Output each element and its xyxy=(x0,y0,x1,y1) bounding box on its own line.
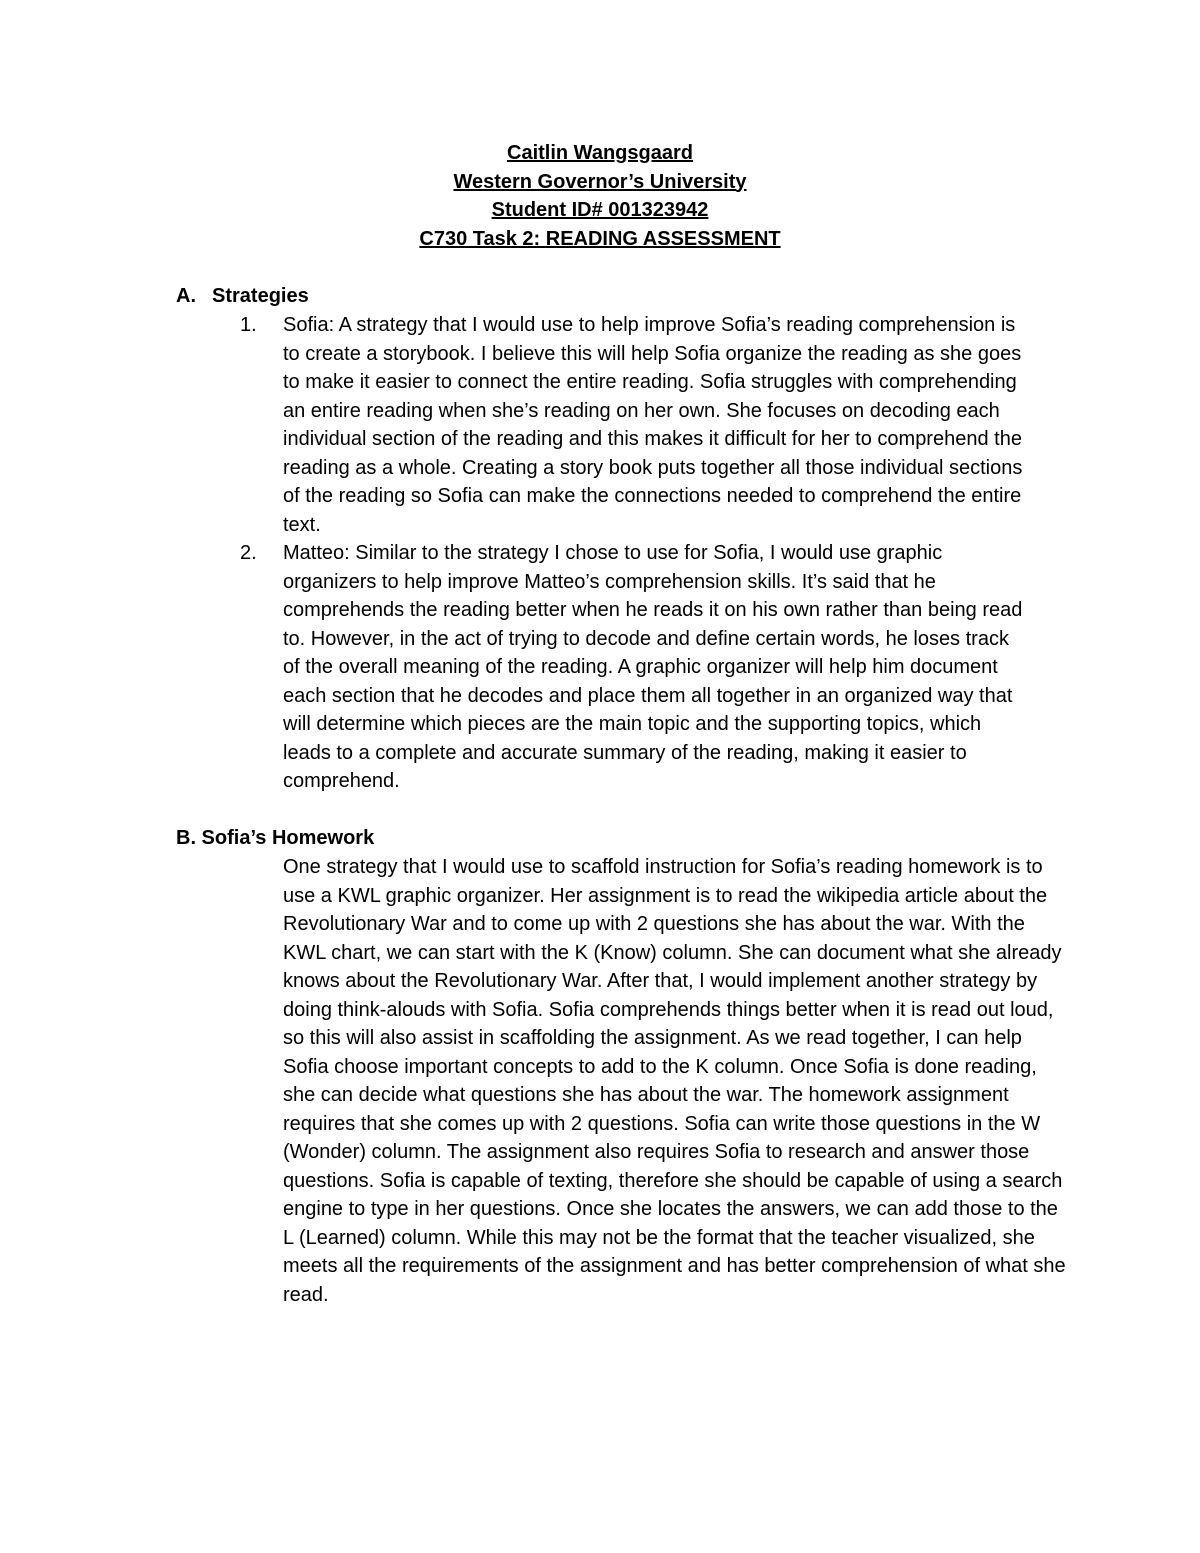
section-a-letter: A. xyxy=(176,285,196,307)
section-a-title: Strategies xyxy=(212,285,309,307)
list-item xyxy=(240,539,1030,796)
list-item-text: Sofia: A strategy that I would use to help improve Sofia’s reading comprehension is to create a storybook. I believe this will help Sofia organize the reading as she goes to make it easier to connect the entire reading. Sofia struggles with comprehending an entire reading when she’s reading on her own. She focuses on decoding each individual section of the reading and this makes it difficult for her to comprehend the reading as a whole. Creating a story book puts together all those individual sections of the reading so Sofia can make the connections needed to comprehend the entire text. xyxy=(283,314,1023,536)
student-id: Student ID# 001323942 xyxy=(491,199,709,221)
section-b-heading: B. Sofia’s Homework xyxy=(176,827,375,849)
task-title: C730 Task 2: READING ASSESSMENT xyxy=(419,227,781,250)
university-name: Western Governor’s University xyxy=(453,170,747,193)
section-a-heading xyxy=(176,282,309,311)
list-item-text: Matteo: Similar to the strategy I chose to use for Sofia, I would use graphic organizers to help improve Matteo’s comprehension skills. It’s said that he comprehends the reading better when he reads it on his own rather than being read to. However, in the act of trying to decode and define certain words, he loses track of the overall meaning of the reading. A graphic organizer will help him document each section that he decodes and place them all together in an organized way that will determine which pieces are the main topic and the supporting topics, which leads to a complete and accurate summary of the reading, making it easier to comprehend. xyxy=(283,542,1023,792)
list-item-number: 2. xyxy=(240,542,257,564)
author-name: Caitlin Wangsgaard xyxy=(507,142,693,164)
document-header xyxy=(0,139,1200,253)
section-b-paragraph: One strategy that I would use to scaffold instruction for Sofia’s reading homework is to use a KWL graphic organizer. Her assignment is to read the wikipedia article about the Revolutionary War and to come up with 2 questions she has about the war. With the KWL chart, we can start with the K (Know) column. She can document what she already knows about the Revolutionary War. After that, I would implement another strategy by doing think-alouds with Sofia. Sofia comprehends things better when it is read out loud, so this will also assist in scaffolding the assignment. As we read together, I can help Sofia choose important concepts to add to the K column. Once Sofia is done reading, she can decide what questions she has about the war. The homework assignment requires that she comes up with 2 questions. Sofia can write those questions in the W (Wonder) column. The assignment also requires Sofia to research and answer those questions. Sofia is capable of texting, therefore she should be capable of using a search engine to type in her questions. Once she locates the answers, we can add those to the L (Learned) column. While this may not be the format that the teacher visualized, she meets all the requirements of the assignment and has better comprehension of what she read. xyxy=(283,856,1066,1306)
list-item-number: 1. xyxy=(240,314,257,336)
list-item xyxy=(240,311,1030,539)
